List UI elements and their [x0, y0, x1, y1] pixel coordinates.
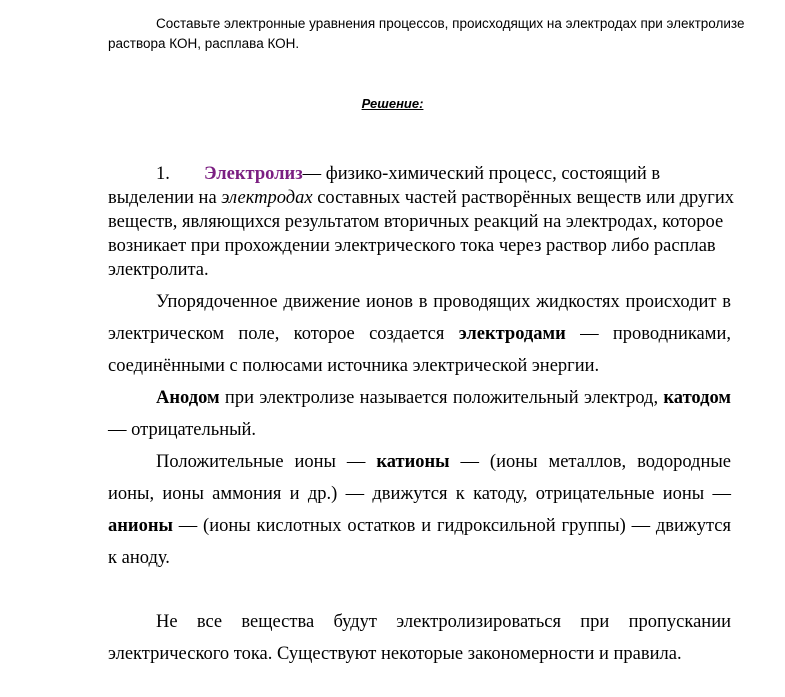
- p1-text-2: составных частей растворённых веществ или других веществ, являющихся результатом вторичных реакций на электродах, которое возникает при прохождении электрического тока через раствор либо расплав электролита.: [108, 188, 735, 280]
- p3-bold-anode: Анодом: [156, 388, 220, 408]
- p2-bold-electrodes: электродами: [458, 324, 566, 344]
- p4-text-3: — (ионы кислотных остатков и гидроксильной группы) — движутся к аноду.: [108, 516, 731, 568]
- task-text: Составьте электронные уравнения процессов, происходящих на электродах при электролизе раствора КОН, расплава КОН.: [108, 16, 745, 51]
- term-electrolysis: Электролиз: [204, 164, 303, 184]
- paragraph-ion-movement: [108, 286, 731, 382]
- p4-bold-anions: анионы: [108, 516, 173, 536]
- p5-text: Не все вещества будут электролизироваться при пропускании электрического тока. Существуют некоторые закономерности и правила.: [108, 612, 731, 664]
- paragraph-electrolysis-rules: [108, 606, 731, 670]
- p1-italic-electrodes: электродах: [221, 188, 313, 208]
- p4-bold-cations: катионы: [376, 452, 450, 472]
- p2-text-2: — проводниками, соединёнными с полюсами источника электрической энергии.: [108, 324, 732, 376]
- paragraph-electrolysis-definition: [108, 162, 738, 282]
- solution-heading: Решение:: [361, 96, 424, 111]
- paragraph-anode-cathode: [108, 382, 731, 446]
- list-number: 1.: [156, 164, 170, 184]
- task-statement: [108, 14, 748, 54]
- p3-bold-cathode: катодом: [663, 388, 731, 408]
- p3-text-1: при электролизе называется положительный электрод,: [219, 388, 664, 408]
- p2-text-1: Упорядоченное движение ионов в проводящих жидкостях происходит в электрическом поле, которое создается: [108, 292, 731, 344]
- p1-text-1: — физико-химический процесс, состоящий в выделении на: [108, 164, 661, 208]
- p4-text-2: — (ионы металлов, водородные ионы, ионы аммония и др.) — движутся к катоду, отрицательные ионы —: [108, 452, 731, 504]
- p4-text-1: Положительные ионы —: [156, 452, 377, 472]
- p3-text-2: — отрицательный.: [108, 420, 257, 440]
- paragraph-cations-anions: [108, 446, 731, 574]
